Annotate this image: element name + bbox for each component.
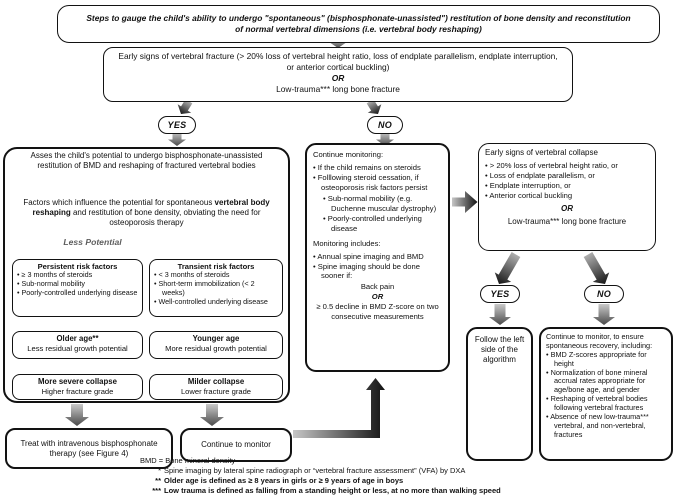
continue-monitor-text: Continue to monitor xyxy=(201,440,271,449)
list-item: • Anterior cortical buckling xyxy=(485,191,649,201)
follow-left-side-box xyxy=(466,327,533,461)
recovery-box xyxy=(539,327,673,461)
list-item: • Well-controlled underlying disease xyxy=(154,298,278,307)
factors-pre: Factors which influence the potential for spontaneous xyxy=(23,198,215,207)
back-pain-text: Back pain xyxy=(360,282,395,292)
collapse-criteria-box xyxy=(478,143,656,251)
fracture-criteria-text: Early signs of vertebral fracture (> 20% loss of vertebral height ratio, loss of endplate parallelism, endplate interruption, or anterior cortical buckling) xyxy=(118,51,558,72)
assess-text: Asses the child's potential to undergo bisphosphonate-unassisted restitution of BMD and reshaping of fractured vertebral bodies xyxy=(30,151,263,170)
monitoring-panel xyxy=(305,143,450,372)
follow-left-side-text: Follow the left side of the algorithm xyxy=(474,335,525,364)
elbow-up-arrow-icon xyxy=(293,378,385,438)
fracture-criteria-box xyxy=(103,47,573,102)
list-item: • Reshaping of vertebral bodies following vertebral fractures xyxy=(546,395,666,413)
persistent-risk-box xyxy=(12,259,143,317)
severe-collapse-title: More severe collapse xyxy=(38,377,117,386)
younger-age-title: Younger age xyxy=(192,334,240,343)
title-text: Steps to gauge the child's ability to undergo "spontaneous" (bisphosphonate-unassisted") restitution of bone density and reconstitution of normal vertebral dimensions (i.e. vertebral body reshaping) xyxy=(86,12,631,34)
low-trauma-text: Low-trauma*** long bone fracture xyxy=(507,217,627,227)
list-item: • Annual spine imaging and BMD xyxy=(313,252,442,262)
younger-age-box xyxy=(149,331,283,359)
list-item: • Poorly-controlled underlying disease xyxy=(17,289,138,298)
older-age-subtitle: Less residual growth potential xyxy=(27,343,128,353)
milder-collapse-box xyxy=(149,374,283,400)
list-item: • > 20% loss of vertebral height ratio, or xyxy=(485,161,649,171)
yes-decision-1 xyxy=(158,116,196,134)
arrow-down-right-icon xyxy=(580,250,613,289)
older-age-title: Older age** xyxy=(56,334,99,343)
treat-text: Treat with intravenous bisphosphonate therapy (see Figure 4) xyxy=(20,438,158,458)
arrow-down-icon xyxy=(489,304,511,325)
footnote-marker: *** xyxy=(152,485,161,495)
arrow-right-icon xyxy=(452,191,478,213)
arrow-down-icon xyxy=(593,304,615,325)
list-item: • Absence of new low-trauma*** vertebral, and non-vertebral, fractures xyxy=(546,413,666,440)
factors-post: and restitution of bone density, obviating the need for osteoporosis therapy xyxy=(70,208,261,227)
transient-risk-title: Transient risk factors xyxy=(177,262,255,271)
or-label: OR xyxy=(371,292,384,302)
list-item: • Folllowing steroid cessation, if osteoporosis risk factors persist xyxy=(313,173,442,193)
yes-decision-2 xyxy=(480,285,520,303)
list-item: • Endplate interruption, or xyxy=(485,181,649,191)
persistent-risk-title: Persistent risk factors xyxy=(37,262,118,271)
list-item: • < 3 months of steroids xyxy=(154,271,278,280)
arrow-down-icon xyxy=(200,404,224,426)
footnote-text: Low trauma is defined as falling from a standing height or less, at no more than walking speed xyxy=(164,485,501,495)
footnote-text: Older age is defined as ≥ 8 years in girls or ≥ 9 years of age in boys xyxy=(164,475,404,485)
older-age-box xyxy=(12,331,143,359)
list-item: • Poorly-controlled underlying disease xyxy=(323,214,442,234)
less-potential-label: Less Potential xyxy=(63,237,122,247)
footnote-line xyxy=(140,486,685,496)
no-decision-2 xyxy=(584,285,624,303)
low-trauma-text: Low-trauma*** long bone fracture xyxy=(276,83,400,94)
footnote-bmd: BMD = Bone mineral density xyxy=(140,456,236,465)
footnote-line xyxy=(140,466,685,476)
recovery-intro: Continue to monitor, to ensure spontaneous recovery, including: xyxy=(546,332,653,350)
no-label: NO xyxy=(377,120,393,130)
footnote-text: Spine imaging by lateral spine radiograph or “vertebral fracture assessment” (VFA) by DXA xyxy=(164,465,466,475)
more-potential-label: More Potential xyxy=(189,237,250,247)
footnote-line xyxy=(140,476,685,486)
factors-bold: vertebral body reshaping xyxy=(32,198,270,217)
footnote-marker: * xyxy=(158,465,161,475)
arrow-down-icon xyxy=(65,404,89,426)
severe-collapse-subtitle: Higher fracture grade xyxy=(41,386,114,396)
list-item: • ≥ 3 months of steroids xyxy=(17,271,138,280)
transient-risk-box xyxy=(149,259,283,317)
no-label: NO xyxy=(596,289,612,299)
monitoring-heading: Continue monitoring: xyxy=(313,150,384,159)
arrow-down-icon xyxy=(168,132,186,146)
milder-collapse-title: Milder collapse xyxy=(187,377,245,386)
zscore-text: ≥ 0.5 decline in BMD Z-score on two consecutive measurements xyxy=(316,302,439,321)
list-item: • Spine imaging should be done sooner if: xyxy=(313,262,442,282)
list-item: • Short-term immobilization (< 2 weeks) xyxy=(154,280,278,298)
list-item: • Normalization of bone mineral accrual rates appropriate for age/bone age, and gender xyxy=(546,369,666,396)
list-item: • Loss of endplate parallelism, or xyxy=(485,171,649,181)
monitoring-includes-heading: Monitoring includes: xyxy=(313,238,381,248)
yes-label: YES xyxy=(490,289,510,299)
milder-collapse-subtitle: Lower fracture grade xyxy=(180,386,252,396)
severe-collapse-box xyxy=(12,374,143,400)
footnotes xyxy=(140,456,685,496)
list-item: • Sub-normal mobility xyxy=(17,280,138,289)
list-item: • If the child remains on steroids xyxy=(313,163,442,173)
or-label: OR xyxy=(561,203,573,213)
title-box xyxy=(57,5,660,43)
no-decision-1 xyxy=(367,116,403,134)
list-item: • Sub-normal mobility (e.g. Duchenne muscular dystrophy) xyxy=(323,194,442,214)
footnote-marker: ** xyxy=(155,475,161,485)
factors-text xyxy=(10,198,283,228)
list-item: • BMD Z-scores appropriate for height xyxy=(546,351,666,369)
or-label: OR xyxy=(331,72,345,83)
arrow-down-left-icon xyxy=(491,250,524,289)
yes-label: YES xyxy=(167,120,187,130)
younger-age-subtitle: More residual growth potential xyxy=(165,343,267,353)
collapse-heading: Early signs of vertebral collapse xyxy=(485,148,598,157)
